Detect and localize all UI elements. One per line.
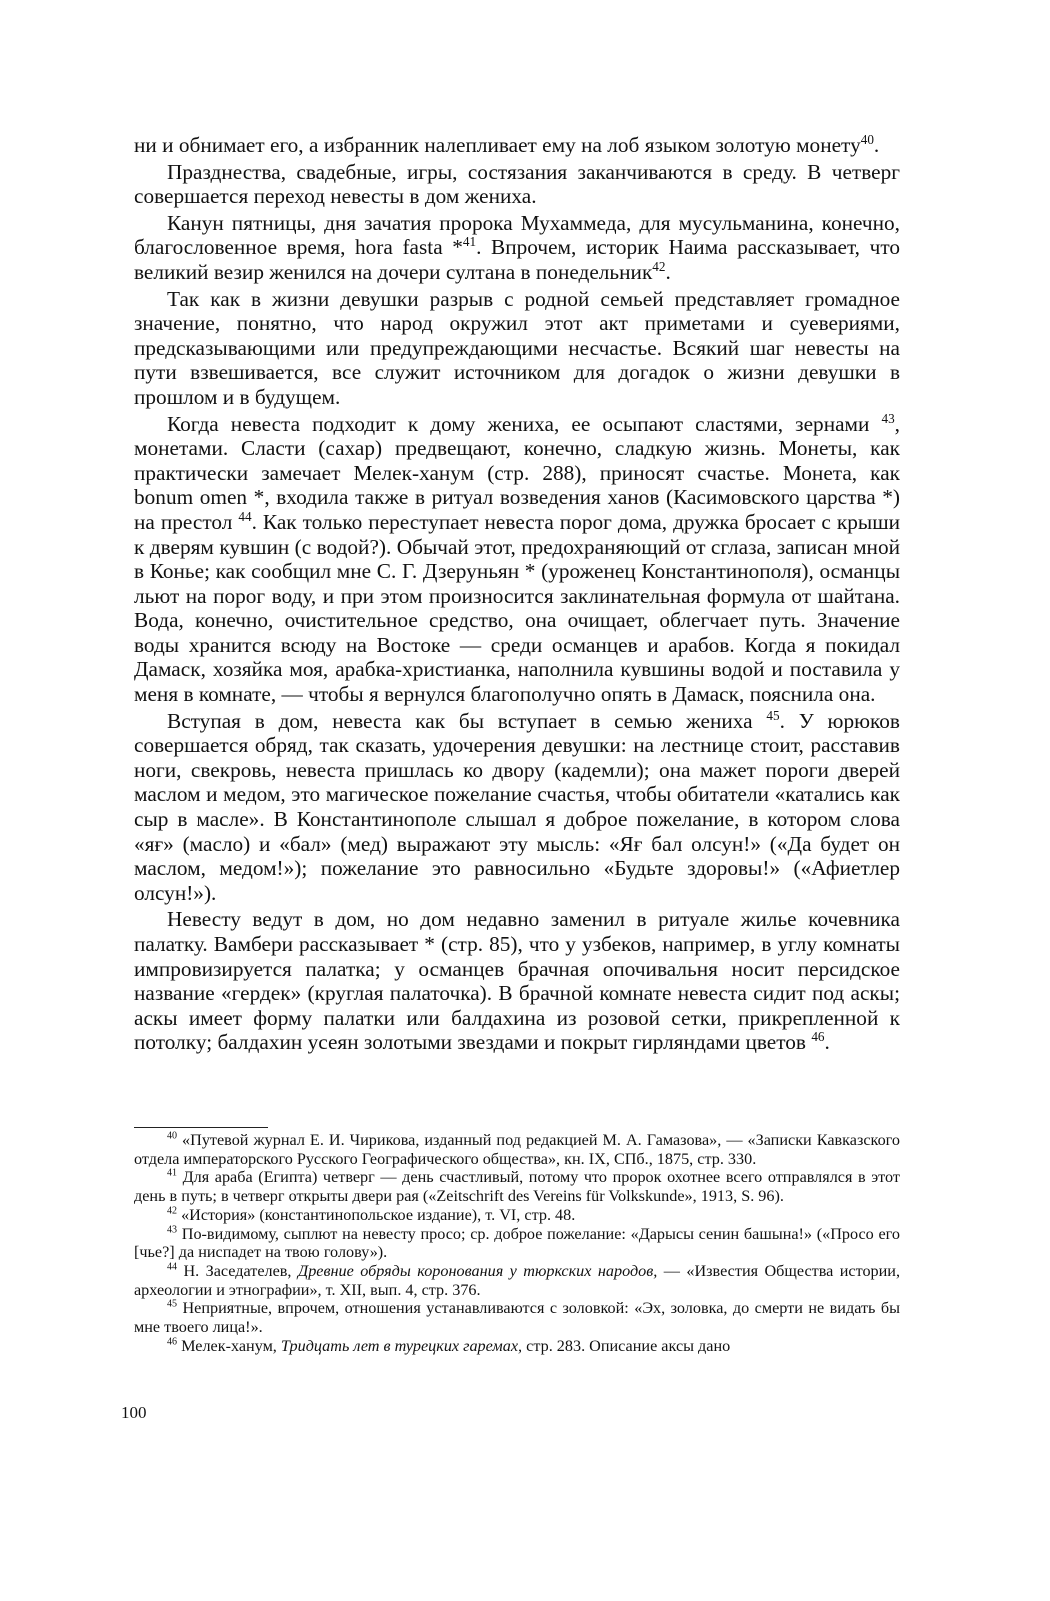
footnote-mark-46: 46 (167, 1336, 178, 1348)
main-text (134, 133, 900, 1057)
footnote-ref-43[interactable]: 43 (881, 410, 895, 426)
footnote-45-text: Неприятные, впрочем, отношения устанавливаются с золовкой: «Эх, золовка, до смерти не видать бы мне твоего лица!». (134, 1299, 900, 1337)
paragraph-2 (134, 160, 900, 209)
footnote-ref-41[interactable]: 41 (462, 234, 477, 250)
paragraph-3-text: Канун пятницы, дня зачатия пророка Мухаммеда, для мусульманина, конечно, благословенное время, hora fasta * (134, 210, 900, 260)
footnote-44-author: Н. Заседателев, (183, 1261, 292, 1280)
footnote-ref-40[interactable]: 40 (860, 131, 874, 147)
paragraph-5-mid: , монетами. Сласти (сахар) предвещают, конечно, сладкую жизнь. Монеты, как практически замечает Мелек-ханум (стр. 288), приносят счастье. Монета, как bonum omen *, входила также в ритуал возведения ханов (Касимовского царства *) на престол (134, 411, 900, 534)
footnote-ref-46[interactable]: 46 (811, 1029, 825, 1045)
paragraph-5-text: Когда невеста подходит к дому жениха, ее осыпают сластями, зернами (167, 411, 870, 436)
footnote-mark-44: 44 (167, 1261, 178, 1273)
footnote-46-author: Мелек-ханум, (181, 1336, 277, 1355)
footnote-ref-44[interactable]: 44 (238, 508, 252, 524)
footnote-45 (134, 1299, 900, 1336)
footnote-mark-42: 42 (167, 1205, 178, 1217)
paragraph-1-text: ни и обнимает его, а избранник налепливает ему на лоб языком золотую монету (134, 133, 861, 157)
footnote-42 (134, 1206, 900, 1225)
footnote-42-text: «История» (константинопольское издание), т. VI, стр. 48. (181, 1205, 576, 1224)
footnote-40-text: «Путевой журнал Е. И. Чирикова, изданный под редакцией М. А. Гамазова», — «Записки Кавказского отдела императорского Русского Географического общества», кн. IX, СПб., 1875, стр. 330. (134, 1131, 900, 1168)
paragraph-6 (134, 709, 900, 906)
paragraph-3-end: . (665, 259, 671, 284)
paragraph-1-end: . (873, 133, 880, 157)
footnote-mark-41: 41 (167, 1168, 178, 1180)
footnote-46-title: Тридцать лет в турецких гаремах, (280, 1336, 523, 1355)
footnote-44-title: Древние обряды коронования у тюркских народов, (297, 1261, 658, 1280)
paragraph-7-end: . (824, 1030, 830, 1055)
footnote-41-text: Для араба (Египта) четверг — день счастливый, потому что пророк охотнее всего отправлялся в этот день в путь; в четверг открыты двери рая («Zeitschrift des Vereins für Volkskunde», 1913, S. 96). (134, 1168, 900, 1206)
footnote-mark-43: 43 (167, 1224, 178, 1236)
paragraph-4-text: Так как в жизни девушки разрыв с родной семьей представляет громадное значение, понятно, что народ окружил этот акт приметами и суевериями, предсказывающими или предупреждающими несчастье. Всякий шаг невесты на пути взвешивается, все служит источником для догадок о жизни девушки в прошлом и в будущем. (134, 286, 900, 409)
footnote-44-source: — «Известия Общества истории, археологии и этнографии», т. XII, вып. 4, стр. 376. (134, 1261, 901, 1299)
footnote-46-source: стр. 283. Описание аксы дано (526, 1336, 731, 1355)
footnote-divider (134, 1127, 268, 1128)
paragraph-7-text: Невесту ведут в дом, но дом недавно заменил в ритуале жилье кочевника палатку. Вамбери рассказывает * (стр. 85), что у узбеков, например, в углу комнаты импровизируется палатка; у османцев брачная опочивальня носит персидское название «гердек» (круглая палаточка). В брачной комнате невеста сидит под аскы; аскы имеет форму палатки или балдахина из розовой сетки, прикрепленной к потолку; балдахин усеян золотыми звездами и покрыт гирляндами цветов (134, 907, 900, 1055)
paragraph-6-end: . У юрюков совершается обряд, так сказать, удочерения девушки: на лестнице стоит, расставив ноги, свекровь, невеста пришлась ко двору (кадемли); она мажет пороги дверей маслом и медом, это магическое пожелание счастья, чтобы обитатели «катались как сыр в масле». В Константинополе слышал я доброе пожелание, в котором слова «яғ» (масло) и «бал» (мед) выражают эту мысль: «Яғ бал олсун!» («Да будет он маслом, медом!»); пожелание это равносильно «Будьте здоровы!» («Афиетлер олсун!»). (134, 708, 900, 905)
paragraph-1 (134, 133, 900, 158)
footnote-ref-42[interactable]: 42 (652, 258, 666, 274)
paragraph-3 (134, 211, 900, 285)
footnote-mark-45: 45 (167, 1298, 178, 1310)
paragraph-4 (134, 287, 900, 410)
paragraph-3-mid: . Впрочем, историк Наима рассказывает, что великий везир женился на дочери султана в понедельник (134, 235, 900, 284)
footnote-40 (134, 1131, 900, 1168)
footnote-43 (134, 1225, 900, 1262)
paragraph-7 (134, 907, 900, 1055)
paragraph-2-text: Празднества, свадебные, игры, состязания заканчиваются в среду. В четверг совершается переход невесты в дом жениха. (134, 159, 900, 209)
paragraph-5 (134, 412, 900, 707)
paragraph-6-text: Вступая в дом, невеста как бы вступает в семью жениха (167, 708, 753, 733)
footnote-41 (134, 1168, 900, 1205)
footnote-mark-40: 40 (167, 1130, 178, 1142)
footnote-43-text: По-видимому, сыплют на невесту просо; ср. доброе пожелание: «Дарысы сенин башына!» («Просо его [чье?] да ниспадет на твою голову»). (134, 1224, 900, 1262)
footnote-44 (134, 1262, 900, 1299)
footnotes (134, 1131, 900, 1355)
page-number: 100 (121, 1403, 147, 1422)
footnote-46 (134, 1337, 900, 1356)
paragraph-5-end: . Как только переступает невеста порог дома, дружка бросает с крыши к дверям кувшин (с водой?). Обычай этот, предохраняющий от сглаза, записан мной в Конье; как сообщил мне С. Г. Дзеруньян * (уроженец Константинополя), османцы льют на порог воду, и при этом произносится заклинательная формула от шайтана. Вода, конечно, очистительное средство, она очищает, облегчает путь. Значение воды хранится всюду на Востоке — среди османцев и арабов. Когда я покидал Дамаск, хозяйка моя, арабка-христианка, наполнила кувшины водой и поставила у меня в комнате, — чтобы я вернулся благополучно опять в Дамаск, пояснила она. (134, 509, 900, 707)
footnote-ref-45[interactable]: 45 (766, 707, 780, 723)
